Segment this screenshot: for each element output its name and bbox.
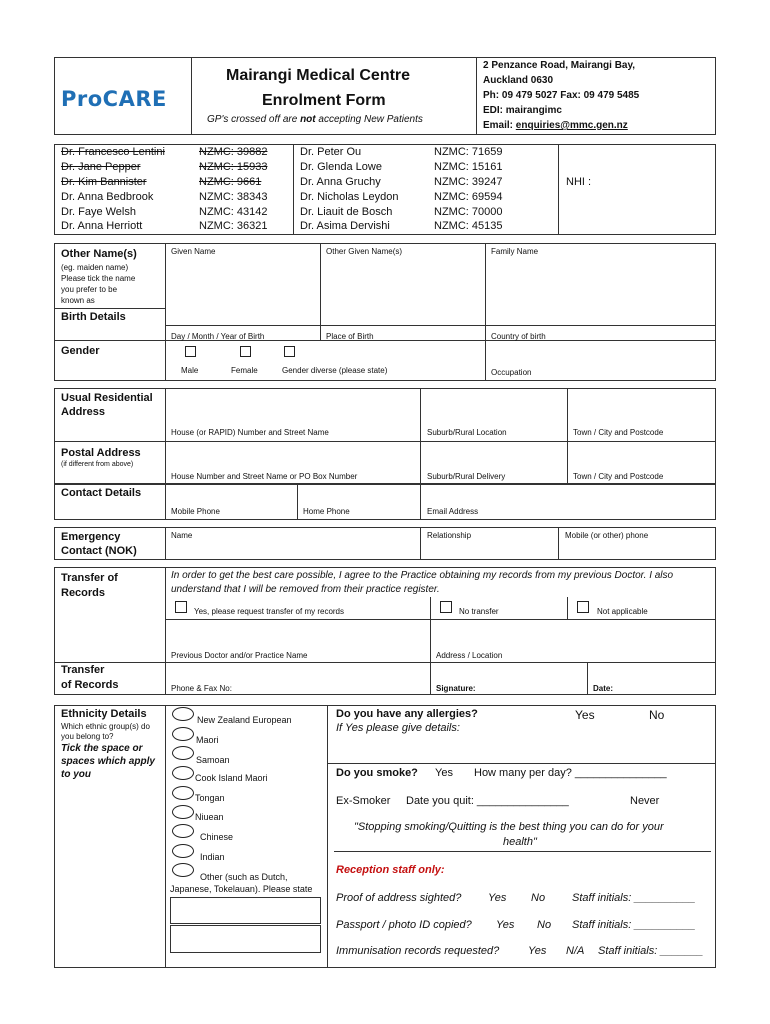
doctor-name: Dr. Kim Bannister [61,176,147,188]
vline [165,567,166,695]
doctor-nzmc: NZMC: 45135 [434,220,503,232]
smoke-question: Do you smoke? [336,767,418,779]
doctor-nzmc: NZMC: 71659 [434,146,503,158]
doctors-divider-1 [293,144,294,235]
postal-note: (if different from above) [61,461,134,468]
proof-address: Proof of address sighted? [336,892,462,904]
gender-diverse-label: Gender diverse (please state) [282,366,388,375]
post-town-field[interactable]: Town / City and Postcode [573,472,664,481]
ethnicity-other-label: Other (such as Dutch, [200,872,288,882]
doctor-name: Dr. Anna Bedbrook [61,191,154,203]
vline [165,484,166,520]
ethnicity-option-circle[interactable] [172,766,194,780]
doctor-name: Dr. Francesco Lentini [61,146,165,158]
smoking-quote: "Stopping smoking/Quitting is the best thing you can do for your [354,821,664,833]
doctor-nzmc: NZMC: 39247 [434,176,503,188]
vline [165,527,166,560]
transfer-label: Records [61,587,106,599]
header-divider-1 [191,57,192,135]
ethnicity-other-input-1[interactable] [170,897,321,924]
res-town-field[interactable]: Town / City and Postcode [573,428,664,437]
ethnicity-option-circle[interactable] [172,863,194,877]
vline [420,484,421,520]
allergies-question: Do you have any allergies? [336,708,478,720]
family-name-field[interactable]: Family Name [491,247,539,256]
contact-box [54,484,716,520]
doctor-name: Dr. Nicholas Leydon [300,191,399,203]
residential-label: Usual Residential [61,392,153,404]
email-line: Email: enquiries@mmc.gen.nz [483,120,628,131]
gender-label: Gender [61,345,100,357]
header-divider-2 [476,57,477,135]
doctor-nzmc: NZMC: 38343 [199,191,268,203]
ethnicity-option-circle[interactable] [172,707,194,721]
doctor-nzmc: NZMC: 9661 [199,176,262,188]
ethnicity-option-label: Tongan [195,793,225,803]
other-names-note: (eg. maiden name) [61,263,129,272]
ethnicity-other-input-2[interactable] [170,925,321,953]
address-line-1: 2 Penzance Road, Mairangi Bay, [483,60,636,71]
ethnicity-option-label: Chinese [200,832,234,842]
consent-text: In order to get the best care possible, I agree to the Practice obtaining my records from my previous Doctor. I also [171,570,674,581]
doctor-name: Dr. Jane Pepper [61,161,141,173]
smoke-how-many[interactable]: How many per day? _______________ [474,767,667,779]
doctor-nzmc: NZMC: 70000 [434,206,503,218]
prev-address-field[interactable]: Address / Location [436,651,503,660]
male-label: Male [181,366,199,375]
doctor-nzmc: NZMC: 69594 [434,191,503,203]
other-names-label: Other Name(s) [61,248,137,260]
ethnicity-other-label: Japanese, Tokelauan). Please state [170,884,313,894]
form-title: Enrolment Form [262,92,386,109]
res-street-field[interactable]: House (or RAPID) Number and Street Name [171,428,329,437]
address-line-2: Auckland 0630 [483,75,554,86]
nok-relationship-field[interactable]: Relationship [427,531,472,540]
hline [165,619,716,620]
contact-label: Contact Details [61,487,142,499]
vline [567,597,568,619]
vline [558,527,559,560]
transfer-label: Transfer [61,664,105,676]
ethnicity-option-label: Maori [196,735,219,745]
doctor-name: Dr. Glenda Lowe [300,161,382,173]
ethnicity-option-circle[interactable] [172,727,194,741]
gender-diverse-checkbox[interactable] [284,346,295,357]
doctor-name: Dr. Liauit de Bosch [300,206,393,218]
doctors-divider-2 [558,144,559,235]
passport-no[interactable]: No [537,919,552,931]
birth-details-label: Birth Details [61,311,126,323]
occupation-field[interactable]: Occupation [491,368,532,377]
date-quit[interactable]: Date you quit: _______________ [406,795,569,807]
hline [54,308,165,309]
emergency-label: Contact (NOK) [61,545,137,557]
not-applicable-label: Not applicable [597,607,648,616]
ethnicity-option-label: Cook Island Maori [195,773,268,783]
doctor-name: Dr. Peter Ou [300,146,362,158]
other-names-note: Please tick the name [61,274,136,283]
signature-field[interactable]: Signature: [436,684,476,693]
vline [165,705,166,968]
nok-phone-field[interactable]: Mobile (or other) phone [565,531,649,540]
res-suburb-field[interactable]: Suburb/Rural Location [427,428,507,437]
procare-logo: ProCARE [61,87,167,111]
country-of-birth-field[interactable]: Country of birth [491,332,546,341]
hline [54,662,716,663]
hline [327,763,716,764]
ethnicity-option-label: Niuean [195,812,224,822]
hline [334,851,711,852]
post-suburb-field[interactable]: Suburb/Rural Delivery [427,472,506,481]
vline [297,484,298,520]
passport-staff-initials[interactable]: Staff initials: __________ [572,919,696,931]
given-name-field[interactable]: Given Name [171,247,216,256]
vline [165,388,166,484]
reception-title: Reception staff only: [336,864,445,876]
proof-staff-initials[interactable]: Staff initials: __________ [572,892,696,904]
immunisation-na[interactable]: N/A [566,945,585,957]
date-field[interactable]: Date: [593,684,614,693]
no-transfer-checkbox[interactable] [440,601,452,613]
transfer-yes-checkbox[interactable] [175,601,187,613]
post-street-field[interactable]: House Number and Street Name or PO Box Number [171,472,358,481]
allergies-yes[interactable]: Yes [575,708,595,722]
passport-yes[interactable]: Yes [496,919,515,931]
edi: EDI: mairangimc [483,105,562,116]
tick-instruction: Tick the space or [61,743,143,754]
phone-fax: Ph: 09 479 5027 Fax: 09 479 5485 [483,90,640,101]
dob-field[interactable]: Day / Month / Year of Birth [171,332,265,341]
doctor-name: Dr. Faye Welsh [61,206,136,218]
hline [165,325,716,326]
immunisation-staff-initials[interactable]: Staff initials: _______ [598,945,704,957]
ethnicity-option-label: Indian [200,852,225,862]
hline [54,340,716,341]
doctor-nzmc: NZMC: 43142 [199,206,268,218]
smoke-yes[interactable]: Yes [435,767,453,779]
female-label: Female [231,366,258,375]
vline [420,388,421,484]
doctor-nzmc: NZMC: 36321 [199,220,268,232]
vline [327,705,328,968]
ethnicity-option-label: Samoan [196,755,230,765]
email-field[interactable]: Email Address [427,507,479,516]
mobile-field[interactable]: Mobile Phone [171,507,220,516]
other-names-note: you prefer to be [61,285,118,294]
gp-note: GP's crossed off are not accepting New Patients [207,114,423,125]
nok-name-field[interactable]: Name [171,531,193,540]
other-names-note: known as [61,296,95,305]
personal-box [54,243,716,381]
hline [54,441,716,442]
prev-doctor-field[interactable]: Previous Doctor and/or Practice Name [171,651,308,660]
transfer-yes-label: Yes, please request transfer of my records [194,607,344,616]
ex-smoker[interactable]: Ex-Smoker [336,795,391,807]
doctor-nzmc: NZMC: 39882 [199,146,268,158]
vline [320,243,321,340]
proof-yes[interactable]: Yes [488,892,507,904]
doctor-name: Dr. Anna Gruchy [300,176,381,188]
tick-instruction: to you [61,769,91,780]
emergency-label: Emergency [61,531,121,543]
transfer-label: Transfer of [61,572,118,584]
vline [165,243,166,381]
nhi-label: NHI : [566,176,592,188]
immunisation-yes[interactable]: Yes [528,945,547,957]
proof-no[interactable]: No [531,892,546,904]
ethnicity-note: you belong to? [61,732,114,741]
ethnicity-option-circle[interactable] [172,824,194,838]
postal-label: Postal Address [61,447,141,459]
home-phone-field[interactable]: Home Phone [303,507,350,516]
ethnicity-option-circle[interactable] [172,786,194,800]
tick-instruction: spaces which apply [61,756,155,767]
other-given-names-field[interactable]: Other Given Name(s) [326,247,403,256]
place-of-birth-field[interactable]: Place of Birth [326,332,374,341]
no-transfer-label: No transfer [459,607,499,616]
ethnicity-option-circle[interactable] [172,746,194,760]
doctor-name: Dr. Asima Dervishi [300,220,390,232]
vline [430,597,431,695]
vline [587,662,588,695]
email-link[interactable]: enquiries@mmc.gen.nz [515,120,628,131]
passport-copied: Passport / photo ID copied? [336,919,472,931]
ethnicity-label: Ethnicity Details [61,708,147,720]
ethnicity-option-circle[interactable] [172,844,194,858]
smoking-quote: health" [503,836,537,848]
clinic-title: Mairangi Medical Centre [226,67,411,84]
doctor-name: Dr. Anna Herriott [61,220,143,232]
doctor-nzmc: NZMC: 15933 [199,161,268,173]
ethnicity-option-circle[interactable] [172,805,194,819]
residential-label: Address [61,406,106,418]
allergies-no[interactable]: No [649,708,665,722]
allergies-details: If Yes please give details: [336,722,460,734]
not-applicable-checkbox[interactable] [577,601,589,613]
never-smoked[interactable]: Never [630,795,660,807]
female-checkbox[interactable] [240,346,251,357]
vline [567,388,568,484]
male-checkbox[interactable] [185,346,196,357]
transfer-label: of Records [61,679,119,691]
ethnicity-option-label: New Zealand European [197,715,292,725]
ethnicity-note: Which ethnic group(s) do [61,722,150,731]
vline [420,527,421,560]
immunisation-requested: Immunisation records requested? [336,945,500,957]
vline [485,243,486,381]
consent-text: understand that I will be removed from their practice register. [171,584,440,595]
doctor-nzmc: NZMC: 15161 [434,161,503,173]
phone-fax-field[interactable]: Phone & Fax No: [171,684,232,693]
